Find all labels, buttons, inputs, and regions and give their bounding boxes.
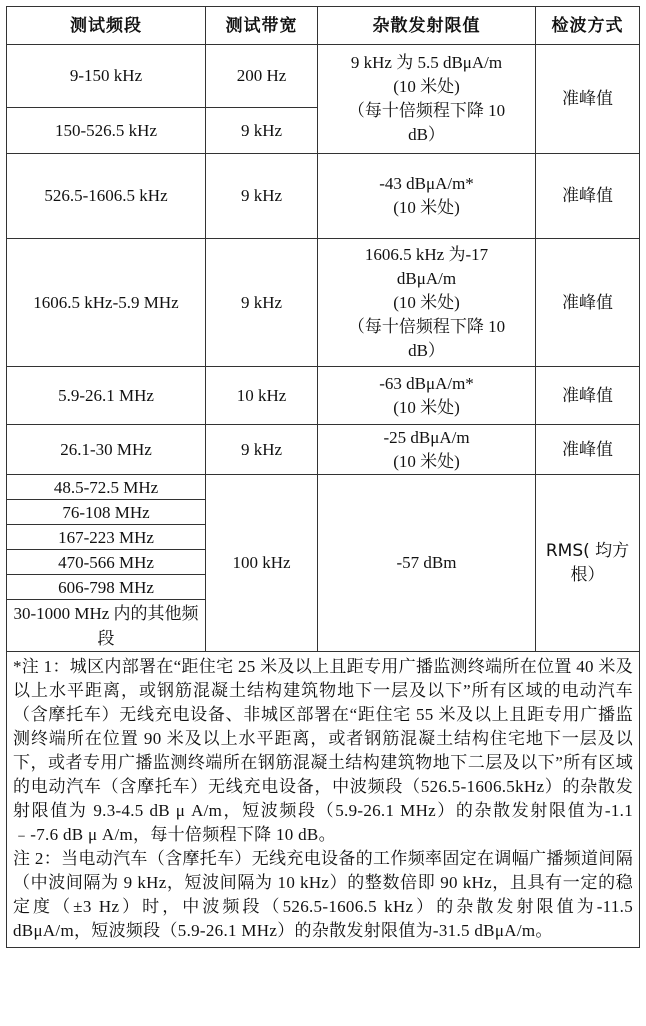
band-cell: 26.1-30 MHz xyxy=(7,425,206,475)
table-row xyxy=(7,45,640,108)
detector-line: RMS( 均方 xyxy=(545,541,630,561)
header-row xyxy=(7,7,640,45)
detector-cell: 准峰值 xyxy=(536,425,640,475)
band-cell: 48.5-72.5 MHz xyxy=(7,475,206,500)
detector-cell: 准峰值 xyxy=(536,154,640,239)
detector-cell: 准峰值 xyxy=(536,367,640,425)
header-frequency-band: 测试频段 xyxy=(7,7,206,45)
limit-cell: -57 dBm xyxy=(318,475,536,652)
bandwidth-cell: 10 kHz xyxy=(206,367,318,425)
table-row xyxy=(7,154,640,239)
limit-line: 1606.5 kHz 为-17 xyxy=(364,244,489,264)
band-cell: 76-108 MHz xyxy=(7,500,206,525)
limit-cell xyxy=(318,425,536,475)
bandwidth-cell: 9 kHz xyxy=(206,239,318,367)
band-cell: 150-526.5 kHz xyxy=(7,108,206,154)
header-spurious-limit: 杂散发射限值 xyxy=(318,7,536,45)
limit-line: (10 米处) xyxy=(393,77,460,96)
note-2: 注 2：当电动汽车（含摩托车）无线充电设备的工作频率固定在调幅广播频道间隔（中波间隔为 9 kHz，短波间隔为 10 kHz）的整数倍即 90 kHz，且具有一定的稳定度（±3 Hz）时，中波频段（526.5-1606.5 kHz）的杂散发射限值为-11.5 dBμA/m，短波频段（5.9-26.1 MHz）的杂散发射限值为-31.5 dBμA/m。 xyxy=(13,849,633,940)
limit-line: dBμA/m xyxy=(396,268,457,288)
limit-cell xyxy=(318,154,536,239)
table-row xyxy=(7,367,640,425)
band-cell: 5.9-26.1 MHz xyxy=(7,367,206,425)
detector-cell xyxy=(536,475,640,652)
band-cell: 470-566 MHz xyxy=(7,550,206,575)
limit-line: （每十倍频程下降 10 xyxy=(347,316,506,336)
limit-line: 9 kHz 为 5.5 dBμA/m xyxy=(350,53,503,72)
notes-row xyxy=(7,652,640,948)
note-1: *注 1：城区内部署在“距住宅 25 米及以上且距专用广播监测终端所在位置 40 米及以上水平距离，或钢筋混凝土结构建筑物地下一层及以下”所有区域的电动汽车（含摩托车）无线充电设备、非城区部署在“距住宅 55 米及以上且距专用广播监测终端所在位置 90 米及以上水平距离，或者钢筋混凝土结构住宅地下一层及以下，或者专用广播监测终端所在钢筋混凝土结构建筑物地下二层及以下”所有区域的电动汽车（含摩托车）无线充电设备，中波频段（526.5-1606.5kHz）的杂散发射限值为 9.3-4.5 dB μ A/m，短波频段（5.9-26.1 MHz）的杂散发射限值为-1.1﹣-7.6 dB μ A/m，每十倍频程下降 10 dB。 xyxy=(13,657,633,844)
band-cell: 167-223 MHz xyxy=(7,525,206,550)
limit-line: dB） xyxy=(408,340,445,360)
bandwidth-cell: 100 kHz xyxy=(206,475,318,652)
notes-cell xyxy=(7,652,640,948)
band-cell: 30-1000 MHz 内的其他频段 xyxy=(7,600,206,652)
limit-line: (10 米处) xyxy=(393,198,460,217)
band-cell: 606-798 MHz xyxy=(7,575,206,600)
limit-cell xyxy=(318,239,536,367)
limit-line: (10 米处) xyxy=(393,292,460,312)
table-row xyxy=(7,239,640,367)
table-row xyxy=(7,475,640,500)
limit-line: （每十倍频程下降 10 xyxy=(347,101,506,120)
detector-line: 根） xyxy=(570,565,605,585)
table-row xyxy=(7,425,640,475)
bandwidth-cell: 9 kHz xyxy=(206,108,318,154)
band-cell: 526.5-1606.5 kHz xyxy=(7,154,206,239)
bandwidth-cell: 200 Hz xyxy=(206,45,318,108)
header-detector: 检波方式 xyxy=(536,7,640,45)
bandwidth-cell: 9 kHz xyxy=(206,154,318,239)
band-cell: 9-150 kHz xyxy=(7,45,206,108)
spurious-emission-table xyxy=(6,6,640,948)
limit-line: dB） xyxy=(408,125,445,144)
limit-line: (10 米处) xyxy=(393,451,460,471)
limit-cell xyxy=(318,367,536,425)
limit-line: -25 dBμA/m xyxy=(383,427,470,447)
limit-line: -43 dBμA/m* xyxy=(379,174,474,193)
header-bandwidth: 测试带宽 xyxy=(206,7,318,45)
limit-cell xyxy=(318,45,536,154)
bandwidth-cell: 9 kHz xyxy=(206,425,318,475)
limit-line: -63 dBμA/m* xyxy=(379,373,474,393)
band-cell: 1606.5 kHz-5.9 MHz xyxy=(7,239,206,367)
limit-line: (10 米处) xyxy=(393,397,460,417)
detector-cell: 准峰值 xyxy=(536,45,640,154)
detector-cell: 准峰值 xyxy=(536,239,640,367)
